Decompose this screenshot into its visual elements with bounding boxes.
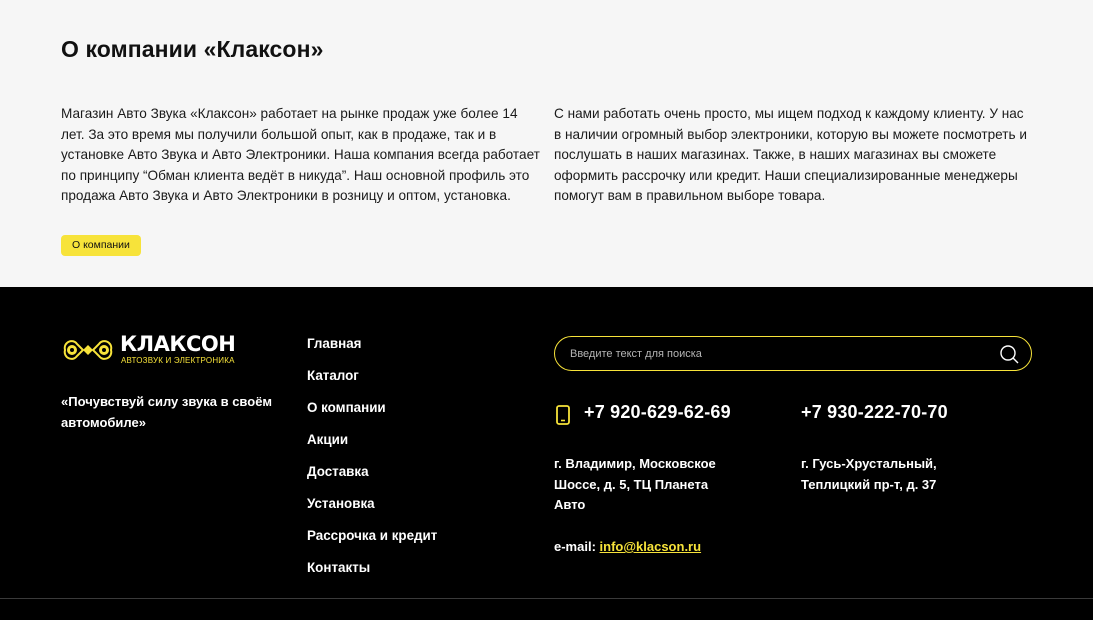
about-section (0, 0, 1093, 287)
email-link[interactable]: info@klacson.ru (599, 539, 702, 554)
nav-item-contacts[interactable]: Контакты (307, 560, 371, 575)
page-title: О компании «Клаксон» (61, 36, 324, 62)
address-1: г. Владимир, Московское Шоссе, д. 5, ТЦ Планета Авто (554, 456, 716, 512)
phone-link-2[interactable]: +7 930-222-70-70 (801, 402, 948, 422)
search-box (554, 336, 1032, 371)
speakers-logo-icon (61, 336, 115, 366)
phone-icon (556, 405, 570, 425)
about-text-left: Магазин Авто Звука «Клаксон» работает на рынке продаж уже более 14 лет. За это время мы получили большой опыт, как в продаже, так и в установке Авто Звука и Авто Электроники. Наша компания всегда работает по принципу “Обман клиента ведёт в никуда”. Наш основной профиль это продажа Авто Звука и Авто Электроники в розницу и оптом, установка. (61, 106, 540, 204)
logo-brand: КЛАКСОН (120, 332, 236, 356)
phone-link-1[interactable]: +7 920-629-62-69 (584, 402, 731, 422)
email-label: e-mail: (554, 539, 596, 554)
nav-item-promotions[interactable]: Акции (307, 432, 349, 447)
email-line (554, 539, 701, 554)
footer (0, 287, 1093, 620)
address-2: г. Гусь-Хрустальный, Теплицкий пр-т, д. 37 (801, 456, 937, 492)
search-input[interactable] (570, 345, 990, 363)
nav-item-home[interactable]: Главная (307, 336, 362, 351)
logo-subtitle: АВТОЗВУК И ЭЛЕКТРОНИКА (121, 356, 235, 365)
footer-nav (307, 335, 507, 591)
nav-item-about[interactable]: О компании (307, 400, 386, 415)
nav-item-installation[interactable]: Установка (307, 496, 375, 511)
logo[interactable] (61, 332, 236, 372)
search-icon[interactable] (999, 344, 1019, 364)
about-text-right: С нами работать очень просто, мы ищем подход к каждому клиенту. У нас в наличии огромный выбор электроники, которую вы можете посмотреть и послушать в наших магазинах. Также, в наших магазинах вы сможете оформить рассрочку или кредит. Наши специализированные менеджеры помогут вам в правильном выборе товара. (554, 106, 1027, 204)
nav-item-delivery[interactable]: Доставка (307, 464, 369, 479)
nav-item-credit[interactable]: Рассрочка и кредит (307, 528, 438, 543)
footer-divider (0, 598, 1093, 599)
nav-item-catalog[interactable]: Каталог (307, 368, 359, 383)
about-button[interactable]: О компании (61, 235, 141, 256)
slogan: «Почувствуй силу звука в своём автомобиле» (61, 394, 273, 430)
